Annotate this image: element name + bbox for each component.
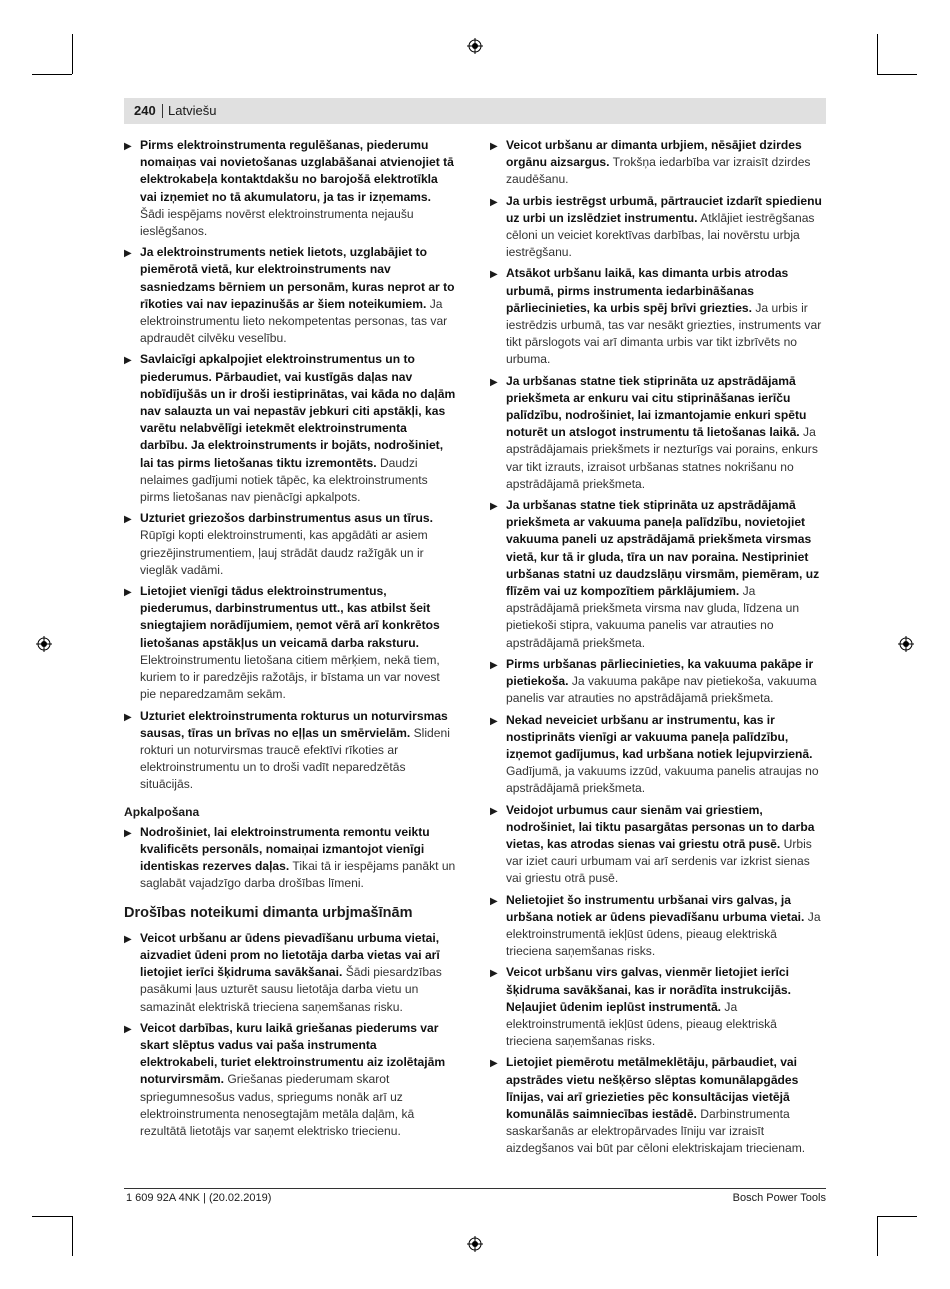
- page-header: [124, 98, 826, 124]
- bullet-body-text: Ja vakuuma pakāpe nav pietiekoša, vakuuma panelis var atrauties no apstrādājamā priekšmeta.: [506, 674, 817, 706]
- bullet-item: [490, 1054, 822, 1157]
- bullet-arrow-icon: ▶: [124, 248, 132, 260]
- bullet-item: [124, 244, 456, 347]
- bullet-body-text: Atklājiet iestrēgšanas cēloni un veiciet korektīvas darbības, lai novērstu urbja iestrēgšanu.: [506, 210, 815, 260]
- crop-mark: [72, 34, 73, 74]
- bullet-body-text: Šādi piesardzības pasākumi ļaus uzturēt sausu lietotāja darba vietu un samazināt elektriskā trieciena saņemšanas risku.: [140, 965, 442, 1014]
- bullet-bold-text: Veicot urbšanu ar dimanta urbjiem, nēsājiet dzirdes orgānu aizsargus.: [506, 138, 802, 170]
- bullet-bold-text: Uzturiet elektroinstrumenta rokturus un noturvirsmas sausas, tīras un brīvas no eļļas un smērvielām.: [140, 708, 448, 740]
- page-number: 240: [134, 103, 156, 118]
- bullet-item: [124, 824, 456, 893]
- header-divider: [162, 104, 163, 118]
- bullet-item: [124, 351, 456, 506]
- bullet-bold-text: Nekad neveiciet urbšanu ar instrumentu, kas ir nostiprināts vienīgi ar vakuuma paneļa palīdzību, izņemot gadījumus, kad urbšana notiek lejupvirzienā.: [506, 712, 813, 761]
- bullet-arrow-icon: ▶: [490, 715, 498, 727]
- bullet-body-text: Trokšņa iedarbība var izraisīt dzirdes zaudēšanu.: [506, 155, 811, 187]
- bullet-bold-text: Nodrošiniet, lai elektroinstrumenta remontu veiktu kvalificēts personāls, nomaiņai izmantojot vienīgi identiskas rezerves daļas.: [140, 824, 430, 874]
- crop-mark: [877, 74, 917, 75]
- registration-mark-icon: [467, 38, 483, 54]
- registration-mark-icon: [467, 1236, 483, 1252]
- bullet-arrow-icon: ▶: [490, 1058, 498, 1070]
- bullet-body-text: Ja elektroinstrumentu lieto nekompetentas personas, tas var apdraudēt cilvēku veselību.: [140, 296, 448, 346]
- registration-mark-icon: [36, 636, 52, 652]
- bullet-bold-text: Veicot urbšanu virs galvas, vienmēr lietojiet ierīci šķidruma savākšanai, kas ir norādīta instrukcijās. Neļaujiet ūdenim ieplūst instrumentā.: [506, 965, 792, 1014]
- bullet-item: [490, 137, 822, 189]
- bullet-body-text: Griešanas piederumam skarot spriegumnesošus vadus, spriegums nonāk arī uz elektroinstrumenta nenosegtajām metāla daļām, kā rezultātā lietotājs var saņemt elektrisko triecienu.: [140, 1072, 415, 1138]
- bullet-body-text: Rūpīgi kopti elektroinstrumenti, kas apgādāti ar asiem griezējinstrumentiem, ļauj strādāt daudz ražīgāk un ir vieglāk vadāmi.: [140, 528, 428, 577]
- bullet-body-text: Šādi iespējams novērst elektroinstrumenta nejaušu ieslēgšanos.: [140, 206, 414, 239]
- bullet-item: [124, 510, 456, 579]
- bullet-item: [490, 656, 822, 708]
- crop-mark: [877, 1216, 917, 1217]
- bullet-item: [490, 964, 822, 1050]
- document-code: 1 609 92A 4NK | (20.02.2019): [126, 1192, 272, 1204]
- crop-mark: [32, 74, 72, 75]
- bullet-item: [124, 137, 456, 240]
- bullet-body-text: Tikai tā ir iespējams panākt un saglabāt vajadzīgo darba drošības līmeni.: [140, 859, 456, 891]
- bullet-bold-text: Veicot darbības, kuru laikā griešanas piederums var skart slēptus vadus vai paša instrumenta elektrokabeli, turiet elektroinstrumentu aiz izolētajām noturvirsmām.: [140, 1020, 446, 1087]
- bullet-bold-text: Savlaicīgi apkalpojiet elektroinstrumentus un to piederumus. Pārbaudiet, vai kustīgās daļas nav nobīdījušās un ir droši iestiprinātas, vai kāda no daļām nav salauzta un vai nepastāv jebkuri citi apstākļi, kas varētu nelabvēlīgi ietekmēt elektroinstrumenta darbību. Ja elektroinstruments ir bojāts, nodrošiniet, lai tas pirms lietošanas tiktu izremontēts.: [140, 352, 456, 470]
- bullet-arrow-icon: ▶: [124, 141, 132, 152]
- subsection-heading: Apkalpošana: [124, 804, 200, 819]
- bullet-bold-text: Ja urbis iestrēgst urbumā, pārtrauciet izdarīt spiedienu uz urbi un izslēdziet instrumentu.: [506, 193, 822, 225]
- bullet-arrow-icon: ▶: [124, 933, 132, 945]
- crop-mark: [877, 34, 878, 74]
- bullet-arrow-icon: ▶: [124, 711, 132, 723]
- bullet-item: [124, 583, 456, 703]
- bullet-list: [490, 137, 822, 1158]
- bullet-arrow-icon: ▶: [124, 827, 132, 839]
- registration-mark-icon: [898, 636, 914, 652]
- bullet-arrow-icon: ▶: [124, 514, 132, 526]
- bullet-body-text: Darbinstrumenta saskaršanās ar elektropārvades līniju var izraisīt aizdegšanos vai būt par cēloni elektriskajam triecienam.: [506, 1106, 806, 1156]
- bullet-list: [124, 137, 456, 794]
- bullet-arrow-icon: ▶: [124, 587, 132, 599]
- bullet-item: [490, 802, 822, 888]
- bullet-bold-text: Pirms urbšanas pārliecinieties, ka vakuuma pakāpe ir pietiekoša.: [506, 656, 814, 689]
- crop-mark: [877, 1216, 878, 1256]
- bullet-arrow-icon: ▶: [490, 269, 498, 281]
- brand-name: Bosch Power Tools: [732, 1192, 826, 1204]
- bullet-body-text: Ja elektroinstrumentā iekļūst ūdens, pieaug elektriskā trieciena saņemšanas risks.: [506, 909, 821, 959]
- bullet-item: [490, 193, 822, 262]
- bullet-item: [490, 497, 822, 652]
- bullet-arrow-icon: ▶: [490, 805, 498, 817]
- bullet-body-text: Slideni rokturi un noturvirsmas traucē efektīvi rīkoties ar elektroinstrumentu un to droši vadīt neparedzētās situācijās.: [140, 725, 450, 792]
- bullet-arrow-icon: ▶: [490, 501, 498, 513]
- bullet-arrow-icon: ▶: [490, 376, 498, 388]
- bullet-arrow-icon: ▶: [490, 141, 498, 152]
- bullet-item: [124, 930, 456, 1016]
- bullet-bold-text: Lietojiet piemērotu metālmeklētāju, pārbaudiet, vai apstrādes vietu nešķērso slēptas komunālapgādes līnijas, vai arī griezieties pēc konsultācijas vietējā komunālās saimniecības iestādē.: [506, 1055, 799, 1121]
- bullet-body-text: Ja apstrādājamais priekšmets ir nezturīgs vai porains, enkurs var tikt izrauts, izraisot urbšanas statnes nokrišanu no apstrādājamā priekšmeta.: [506, 425, 818, 491]
- bullet-body-text: Elektroinstrumentu lietošana citiem mērķiem, nekā tiem, kuriem to ir paredzējis ražotājs, ir bīstama un var novest pie neparedzamām sekām.: [140, 652, 440, 702]
- section-heading: Drošības noteikumi dimanta urbjmašīnām: [124, 904, 413, 921]
- bullet-item: [490, 265, 822, 368]
- bullet-arrow-icon: ▶: [124, 355, 132, 367]
- bullet-item: [490, 373, 822, 493]
- bullet-arrow-icon: ▶: [490, 659, 498, 671]
- bullet-bold-text: Nelietojiet šo instrumentu urbšanai virs galvas, ja urbšana notiek ar ūdens pievadīšanu urbuma vietai.: [506, 892, 805, 924]
- bullet-item: [124, 1020, 456, 1140]
- right-column: [490, 137, 822, 1162]
- bullet-item: [124, 708, 456, 794]
- bullet-list: [124, 930, 456, 1140]
- bullet-bold-text: Pirms elektroinstrumenta regulēšanas, piederumu nomaiņas vai novietošanas uzglabāšanai atvienojiet tā elektrokabeļa kontaktdakšu no barojošā elektrotīkla vai izņemiet no tā akumulatoru, ja tas ir izņemams.: [140, 138, 454, 204]
- bullet-bold-text: Ja urbšanas statne tiek stiprināta uz apstrādājamā priekšmeta ar enkuru vai citu stiprināšanas ierīču palīdzību, nodrošiniet, lai izmantojamie enkuri spētu noturēt un atslogot instrumentu tā lietošanas laikā.: [506, 373, 807, 440]
- bullet-bold-text: Ja urbšanas statne tiek stiprināta uz apstrādājamā priekšmeta ar vakuuma paneļa palīdzību, novietojiet vakuuma paneli uz apstrādājamā priekšmeta virsmas vietā, kur tā ir gluda, tīra un nav poraina. Nestipriniet urbšanas statni uz daudzslāņu virsmām, piemēram, uz flīzēm vai uz kompozītiem pārklājumiem.: [506, 498, 820, 599]
- bullet-arrow-icon: ▶: [490, 968, 498, 980]
- footer-divider: [124, 1188, 826, 1189]
- page-language: Latviešu: [168, 103, 217, 118]
- bullet-bold-text: Ja elektroinstruments netiek lietots, uzglabājiet to piemērotā vietā, kur elektroinstruments nav sasniedzams bērniem un personām, kuras neprot ar to rīkoties vai nav iepazinušās ar šiem noteikumiem.: [140, 245, 455, 311]
- bullet-arrow-icon: ▶: [490, 895, 498, 907]
- bullet-item: [490, 712, 822, 798]
- bullet-body-text: Daudzi nelaimes gadījumi notiek tāpēc, ka elektroinstruments pirms lietošanas nav pienācīgi apkalpots.: [140, 455, 428, 505]
- bullet-arrow-icon: ▶: [124, 1023, 132, 1035]
- bullet-bold-text: Atsākot urbšanu laikā, kas dimanta urbis atrodas urbumā, pirms instrumenta iedarbināšanas pārliecinieties, ka urbis spēj brīvi griezties.: [506, 266, 789, 315]
- bullet-body-text: Ja elektroinstrumentā iekļūst ūdens, pieaug elektriskā trieciena saņemšanas risks.: [506, 999, 777, 1049]
- crop-mark: [32, 1216, 72, 1217]
- bullet-body-text: Ja urbis ir iestrēdzis urbumā, tas var nesākt griezties, instruments var tikt pārslogots vai arī dimanta urbis var tikt izbrīvēts no urbuma.: [506, 300, 822, 367]
- bullet-arrow-icon: ▶: [490, 196, 498, 208]
- crop-mark: [72, 1216, 73, 1256]
- left-column: [124, 137, 456, 1144]
- bullet-body-text: Urbis var iziet cauri urbumam vai arī serdenis var izkrist sienas vai griestu otrā pusē.: [506, 836, 812, 886]
- bullet-body-text: Gadījumā, ja vakuums izzūd, vakuuma panelis atraujas no apstrādājamā priekšmeta.: [506, 764, 819, 796]
- bullet-item: [490, 892, 822, 961]
- bullet-bold-text: Uzturiet griezošos darbinstrumentus asus un tīrus.: [140, 511, 433, 526]
- bullet-bold-text: Veidojot urbumus caur sienām vai griestiem, nodrošiniet, lai tiktu pasargātas personas un to darba vietas, kas atrodas sienas vai griestu otrā pusē.: [506, 802, 815, 851]
- bullet-body-text: Ja apstrādājamā priekšmeta virsma nav gluda, līdzena un pietiekoši stipra, vakuuma panelis var atrauties no apstrādājamā priekšmeta.: [506, 584, 800, 650]
- bullet-bold-text: Veicot urbšanu ar ūdens pievadīšanu urbuma vietai, aizvadiet ūdeni prom no lietotāja darba vietas vai arī lietojiet ierīci šķidruma savākšanai.: [140, 930, 440, 980]
- bullet-bold-text: Lietojiet vienīgi tādus elektroinstrumentus, piederumus, darbinstrumentus utt., kas atbilst šeit sniegtajiem norādījumiem, ņemot vērā arī konkrētos lietošanas apstākļus un veicamā darba raksturu.: [140, 584, 440, 650]
- bullet-list: [124, 824, 456, 893]
